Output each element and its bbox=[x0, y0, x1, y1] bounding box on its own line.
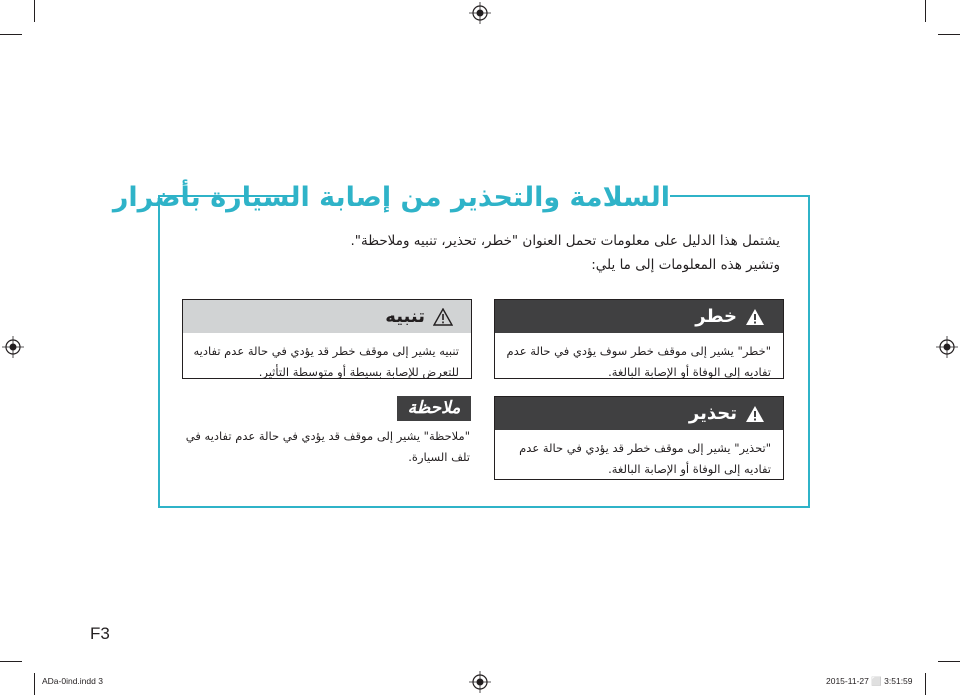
warning-header bbox=[495, 397, 783, 430]
crop-mark bbox=[0, 34, 22, 35]
warning-body bbox=[495, 430, 783, 480]
caution-text-line-1: تنبيه يشير إلى موقف خطر قد يؤدي في حالة عدم تفاديه bbox=[193, 344, 459, 358]
warning-box bbox=[494, 396, 784, 480]
crop-mark bbox=[938, 34, 960, 35]
danger-header bbox=[495, 300, 783, 333]
file-slug: ADa-0ind.indd 3 bbox=[42, 676, 103, 686]
intro-line-1: يشتمل هذا الدليل على معلومات تحمل العنوان "خطر، تحذير، تنبيه وملاحظة". bbox=[350, 233, 780, 249]
registration-mark-icon bbox=[2, 336, 24, 358]
caution-box bbox=[182, 299, 472, 379]
note-label: ملاحظة bbox=[397, 396, 471, 421]
warning-text-line-2: تفاديه إلى الوفاة أو الإصابة البالغة. bbox=[608, 462, 771, 476]
danger-box bbox=[494, 299, 784, 379]
crop-mark bbox=[34, 0, 35, 22]
caution-label: تنبيه bbox=[385, 306, 425, 327]
warning-label: تحذير bbox=[688, 403, 737, 424]
intro-line-2: وتشير هذه المعلومات إلى ما يلي: bbox=[591, 257, 780, 273]
note-text-line-1: "ملاحظة" يشير إلى موقف قد يؤدي في حالة عدم تفاديه في bbox=[185, 429, 470, 443]
note-text-line-2: تلف السيارة. bbox=[408, 450, 470, 464]
caution-text-line-2: للتعرض للإصابة بسيطة أو متوسطة التأثير. bbox=[258, 365, 459, 379]
danger-label: خطر bbox=[695, 306, 737, 327]
caution-header bbox=[183, 300, 471, 333]
danger-text-line-2: تفاديه إلى الوفاة أو الإصابة البالغة. bbox=[608, 365, 771, 379]
danger-text-line-1: "خطر" يشير إلى موقف خطر سوف يؤدي في حالة عدم bbox=[506, 344, 771, 358]
caution-triangle-icon bbox=[433, 308, 453, 326]
page-number: F3 bbox=[90, 624, 110, 643]
crop-mark bbox=[0, 661, 22, 662]
section-title: السلامة والتحذير من إصابة السيارة بأضرار bbox=[112, 182, 670, 213]
registration-mark-icon bbox=[469, 2, 491, 24]
danger-body bbox=[495, 333, 783, 383]
warning-text-line-1: "تحذير" يشير إلى موقف خطر قد يؤدي في حالة عدم bbox=[519, 441, 771, 455]
warning-triangle-icon bbox=[745, 308, 765, 326]
note-body bbox=[170, 426, 470, 468]
registration-mark-icon bbox=[469, 671, 491, 693]
registration-mark-icon bbox=[936, 336, 958, 358]
date-slug: 2015-11-27 ⬜ 3:51:59 bbox=[826, 676, 913, 686]
caution-body bbox=[183, 333, 471, 383]
crop-mark bbox=[925, 673, 926, 695]
warning-triangle-icon bbox=[745, 405, 765, 423]
crop-mark bbox=[34, 673, 35, 695]
crop-mark bbox=[938, 661, 960, 662]
crop-mark bbox=[925, 0, 926, 22]
